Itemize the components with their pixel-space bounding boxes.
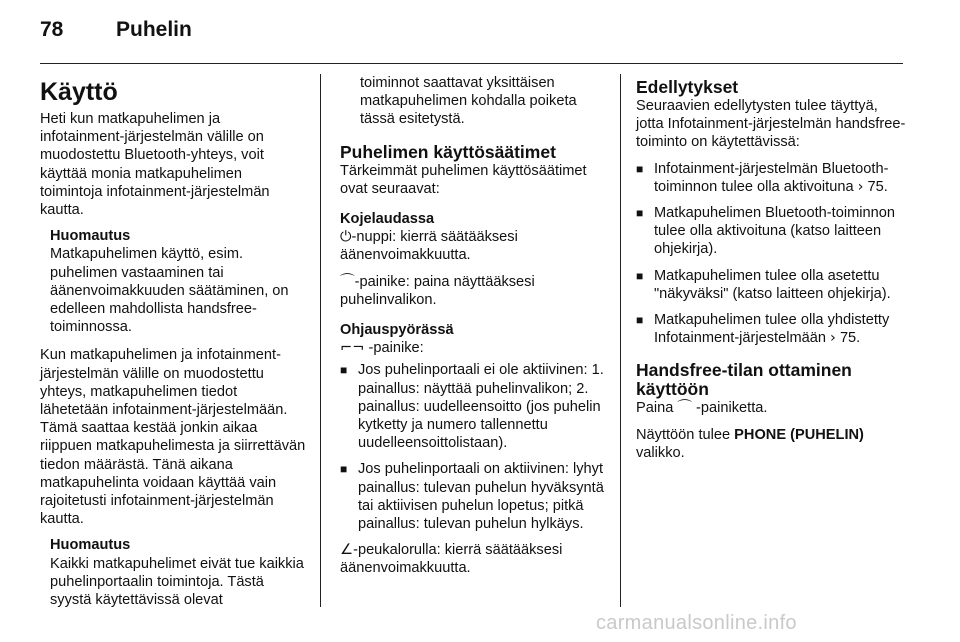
- list-item: ■ Jos puhelinportaali on aktiivinen: lyhyt painallus: tulevan puhelun hyväksyntä tai aktiivisen puhelun lopetus; pitkä painallus: tulevan puhelun hylkäys.: [340, 460, 608, 533]
- list-item: ■ Matkapuhelimen tulee olla yhdistetty Infotainment-järjestelmään › 75.: [636, 311, 906, 347]
- column-2: [340, 74, 608, 586]
- column-divider: [620, 74, 621, 607]
- page-header: [40, 18, 192, 42]
- list-item: ■ Matkapuhelimen tulee olla asetettu "näkyväksi" (katso laitteen ohjekirja).: [636, 267, 906, 303]
- note-continuation: toiminnot saattavat yksittäisen matkapuhelimen kohdalla poiketa tässä esitetystä.: [360, 75, 577, 128]
- phone-button-description: ⌒-painike: paina näyttääksesi puhelinvalikon.: [340, 272, 535, 308]
- list-item: ■ Jos puhelinportaali ei ole aktiivinen: 1. painallus: näyttää puhelinvalikon; 2. painallus: uudelleensoitto (jos puhelin kytketty ja numero tallennettu uudelleensoittolistaan).: [340, 361, 608, 452]
- page-reference-icon: ›: [857, 177, 864, 195]
- note-2: [50, 536, 308, 609]
- column-divider: [320, 74, 321, 607]
- power-icon: ⏻: [340, 228, 352, 246]
- list-item: ■ Infotainment-järjestelmän Bluetooth-toiminnon tulee olla aktivoituna › 75.: [636, 160, 906, 196]
- note-text: Matkapuhelimen käyttö, esim. puhelimen vastaaminen tai äänenvoimakkuuden säätäminen, on edelleen mahdollista handsfree-toiminnossa.: [50, 246, 289, 336]
- prerequisites-intro: Seuraavien edellytysten tulee täyttyä, jotta Infotainment-järjestelmän handsfree-toiminto on käytettävissä:: [636, 98, 906, 151]
- note-1: [50, 227, 308, 336]
- note-title: Huomautus: [50, 228, 131, 245]
- steering-phone-icon: ⌐¬: [340, 339, 365, 357]
- display-instruction: Näyttöön tulee PHONE (PUHELIN) valikko.: [636, 426, 864, 461]
- press-instruction: Paina ⌒ -painiketta.: [636, 399, 768, 417]
- controls-intro: Tärkeimmät puhelimen käyttösäätimet ovat seuraavat:: [340, 162, 587, 197]
- page-reference-icon: ›: [830, 329, 836, 347]
- note-title: Huomautus: [50, 537, 131, 554]
- column-1: [40, 78, 308, 619]
- phone-icon: ⌒: [677, 399, 692, 417]
- column-3: [636, 78, 906, 470]
- page-number: 78: [40, 18, 64, 41]
- prerequisites-list: [636, 160, 906, 348]
- paragraph-connection: Kun matkapuhelimen ja infotainment-järjestelmän välille on muodostettu yhteys, matkapuhelimen tiedot lähetetään infotainment-järjestelmään. Tämä saattaa kestää jonkin aikaa riippuen matkapuhelimesta ja siirrettävän tiedon määrästä. Tänä aikana matkapuhelinta voidaan käyttää vain rajoitetusti infotainment-järjestelmän kautta.: [40, 347, 306, 528]
- header-divider: [40, 63, 903, 64]
- note-text: Kaikki matkapuhelimet eivät tue kaikkia puhelinportaalin toimintoja. Tästä syystä käytettävissä olevat: [50, 555, 304, 609]
- subheading-steering-wheel: Ohjauspyörässä: [340, 322, 454, 339]
- section-title: Puhelin: [116, 18, 192, 41]
- heading-prerequisites: Edellytykset: [636, 77, 739, 97]
- knob-description: ⏻-nuppi: kierrä säätääksesi äänenvoimakkuutta.: [340, 228, 518, 264]
- volume-wheel-icon: ∠: [340, 541, 354, 559]
- steering-button-line: ⌐¬ -painike:: [340, 339, 424, 357]
- list-item: ■ Matkapuhelimen Bluetooth-toiminnon tulee olla aktivoituna (katso laitteen ohjekirja).: [636, 204, 906, 259]
- phone-icon: ⌒: [340, 272, 355, 290]
- heading-kaytto: Käyttö: [40, 78, 118, 106]
- thumbwheel-description: ∠-peukalorulla: kierrä säätääksesi äänenvoimakkuutta.: [340, 541, 563, 577]
- steering-bullets: [340, 361, 608, 533]
- paragraph-intro: Heti kun matkapuhelimen ja infotainment-järjestelmän välille on muodostettu Bluetooth-yhteys, voit käyttää monia matkapuhelimen toimintoja infotainment-järjestelmän kautta.: [40, 111, 270, 219]
- heading-handsfree: Handsfree-tilan ottaminen käyttöön: [636, 360, 852, 400]
- heading-controls: Puhelimen käyttösäätimet: [340, 141, 556, 162]
- watermark: carmanualsonline.info: [596, 612, 797, 634]
- subheading-dashboard: Kojelaudassa: [340, 211, 435, 228]
